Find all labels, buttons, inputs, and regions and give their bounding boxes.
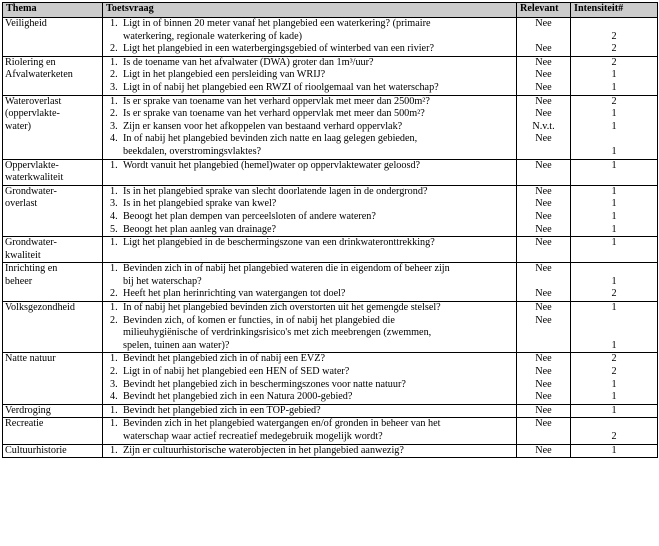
header-toetsvraag: Toetsvraag bbox=[103, 3, 517, 18]
question-number: 2. bbox=[110, 69, 118, 81]
relevant-value: Nee bbox=[535, 404, 552, 416]
intensiteit-value: 1 bbox=[611, 339, 617, 351]
thema-line: Grondwater- bbox=[5, 237, 57, 249]
spacer bbox=[519, 31, 568, 44]
thema-cell bbox=[3, 444, 103, 458]
relevant-value: Nee bbox=[535, 185, 552, 197]
question-text: In of nabij het plangebied bevinden zich overstorten uit het gemengde stelsel? bbox=[123, 302, 441, 314]
intensiteit-value: 1 bbox=[611, 404, 617, 416]
relevant-cell bbox=[517, 159, 571, 185]
intensiteit-cell bbox=[571, 185, 658, 236]
question-line bbox=[105, 82, 514, 95]
question-line bbox=[105, 69, 514, 82]
relevant-cell bbox=[517, 444, 571, 458]
question-text: Bevinden zich, of komen er functies, in of nabij het plangebied die bbox=[123, 314, 395, 326]
question-text: Ligt in of nabij het plangebied een RWZI of rioolgemaal van het waterschap? bbox=[123, 81, 439, 93]
intensiteit-value: 2 bbox=[611, 30, 617, 42]
table-row bbox=[3, 159, 658, 185]
question-cell bbox=[103, 95, 517, 159]
question-text: Is in het plangebied sprake van kwel? bbox=[123, 198, 277, 210]
question-text: Ligt het plangebied in de beschermingszone van een drinkwateronttrekking? bbox=[123, 237, 435, 249]
question-text: In of nabij het plangebied bevinden zich natte en laag gelegen gebieden, bbox=[123, 133, 418, 145]
thema-cell bbox=[3, 185, 103, 236]
question-line bbox=[105, 302, 514, 315]
thema-cell bbox=[3, 404, 103, 418]
intensiteit-cell bbox=[571, 263, 658, 302]
relevant-value: Nee bbox=[535, 444, 552, 456]
question-cell bbox=[103, 237, 517, 263]
relevant-value: Nee bbox=[535, 133, 552, 145]
thema-cell bbox=[3, 159, 103, 185]
table-row bbox=[3, 237, 658, 263]
thema-cell bbox=[3, 353, 103, 404]
question-line: waterkering, regionale waterkering of kade) bbox=[123, 30, 303, 42]
thema-cell bbox=[3, 418, 103, 444]
intensiteit-value: 1 bbox=[611, 108, 617, 120]
question-number: 2. bbox=[110, 288, 118, 300]
question-text: Is er sprake van toename van het verhard oppervlak met meer dan 500m²? bbox=[123, 108, 425, 120]
relevant-value: Nee bbox=[535, 378, 552, 390]
table-row bbox=[3, 185, 658, 236]
intensiteit-cell bbox=[571, 56, 658, 95]
question-line bbox=[105, 108, 514, 121]
relevant-value: Nee bbox=[535, 81, 552, 93]
thema-line: Grondwater- bbox=[5, 185, 57, 197]
spacer bbox=[573, 418, 655, 431]
table-row bbox=[3, 263, 658, 302]
relevant-value: Nee bbox=[535, 159, 552, 171]
thema-line: Recreatie bbox=[5, 418, 44, 430]
thema-cell bbox=[3, 18, 103, 57]
thema-cell bbox=[3, 56, 103, 95]
relevant-value: Nee bbox=[535, 210, 552, 222]
question-line: beekdalen, overstromingsvlaktes? bbox=[123, 145, 262, 157]
question-line bbox=[105, 379, 514, 392]
relevant-value: Nee bbox=[535, 263, 552, 275]
intensiteit-value: 2 bbox=[611, 95, 617, 107]
spacer bbox=[519, 327, 568, 340]
question-line bbox=[105, 237, 514, 250]
question-line bbox=[105, 198, 514, 211]
table-row bbox=[3, 418, 658, 444]
question-line bbox=[105, 121, 514, 134]
relevant-value: Nee bbox=[535, 366, 552, 378]
relevant-value: Nee bbox=[535, 69, 552, 81]
question-number: 5. bbox=[110, 223, 118, 235]
question-cell bbox=[103, 185, 517, 236]
relevant-cell bbox=[517, 302, 571, 353]
question-cell bbox=[103, 418, 517, 444]
question-text: Heeft het plan herinrichting van watergangen tot doel? bbox=[123, 288, 346, 300]
question-text: Ligt in het plangebied een persleiding van WRIJ? bbox=[123, 69, 326, 81]
intensiteit-value: 1 bbox=[611, 198, 617, 210]
relevant-value: Nee bbox=[535, 288, 552, 300]
question-line: milieuhygiënische of verdrinkingsrisico's met zich meebrengen (zwemmen, bbox=[123, 327, 432, 339]
thema-line: Verdroging bbox=[5, 404, 51, 416]
thema-line: overlast bbox=[5, 198, 38, 210]
question-text: Beoogt het plan dempen van perceelsloten of andere wateren? bbox=[123, 210, 376, 222]
question-number: 3. bbox=[110, 198, 118, 210]
question-line bbox=[105, 224, 514, 237]
question-cell bbox=[103, 444, 517, 458]
question-number: 3. bbox=[110, 120, 118, 132]
relevant-value: Nee bbox=[535, 18, 552, 29]
question-text: Is er sprake van toename van het verhard oppervlak met meer dan 2500m²? bbox=[123, 95, 430, 107]
question-line bbox=[105, 211, 514, 224]
question-number: 2. bbox=[110, 43, 118, 55]
relevant-value: Nee bbox=[535, 56, 552, 68]
relevant-value: Nee bbox=[535, 95, 552, 107]
question-cell bbox=[103, 56, 517, 95]
thema-line: Volksgezondheid bbox=[5, 302, 75, 314]
question-text: Bevindt het plangebied zich in of nabij een EVZ? bbox=[123, 353, 325, 365]
relevant-value: Nee bbox=[535, 43, 552, 55]
table-row bbox=[3, 302, 658, 353]
relevant-value: Nee bbox=[535, 418, 552, 430]
question-line bbox=[105, 445, 514, 458]
spacer bbox=[519, 431, 568, 444]
thema-line: water) bbox=[5, 120, 32, 132]
question-number: 1. bbox=[110, 263, 118, 275]
question-cell bbox=[103, 404, 517, 418]
relevant-value: Nee bbox=[535, 223, 552, 235]
relevant-cell bbox=[517, 185, 571, 236]
relevant-value: Nee bbox=[535, 353, 552, 365]
relevant-cell bbox=[517, 56, 571, 95]
question-line bbox=[105, 405, 514, 418]
question-text: Bevindt het plangebied zich in een Natura 2000-gebied? bbox=[123, 391, 353, 403]
intensiteit-value: 1 bbox=[611, 145, 617, 157]
question-cell bbox=[103, 302, 517, 353]
question-cell bbox=[103, 159, 517, 185]
thema-line: waterkwaliteit bbox=[5, 172, 64, 184]
question-text: Is de toename van het afvalwater (DWA) groter dan 1m³/uur? bbox=[123, 56, 374, 68]
question-number: 2. bbox=[110, 366, 118, 378]
thema-line: Cultuurhistorie bbox=[5, 444, 67, 456]
thema-line: Riolering en bbox=[5, 56, 56, 68]
table-row bbox=[3, 353, 658, 404]
relevant-cell bbox=[517, 95, 571, 159]
question-text: Ligt in of binnen 20 meter vanaf het plangebied een waterkering? (primaire bbox=[123, 18, 431, 29]
question-line bbox=[105, 418, 514, 431]
question-number: 1. bbox=[110, 185, 118, 197]
intensiteit-value: 2 bbox=[611, 353, 617, 365]
header-row bbox=[3, 3, 658, 18]
spacer bbox=[573, 315, 655, 328]
spacer bbox=[573, 263, 655, 276]
question-line bbox=[105, 263, 514, 276]
question-text: Beoogt het plan aanleg van drainage? bbox=[123, 223, 277, 235]
question-text: Bevinden zich in het plangebied watergangen en/of gronden in beheer van het bbox=[123, 418, 441, 430]
question-text: Is in het plangebied sprake van slecht doorlatende lagen in de ondergrond? bbox=[123, 185, 428, 197]
question-line bbox=[105, 288, 514, 301]
question-cell bbox=[103, 18, 517, 57]
intensiteit-value: 1 bbox=[611, 391, 617, 403]
question-line: bij het waterschap? bbox=[123, 275, 202, 287]
question-cell bbox=[103, 263, 517, 302]
thema-line: Inrichting en bbox=[5, 263, 58, 275]
intensiteit-value: 1 bbox=[611, 302, 617, 314]
intensiteit-value: 1 bbox=[611, 210, 617, 222]
question-text: Wordt vanuit het plangebied (hemel)water op oppervlaktewater geloosd? bbox=[123, 159, 421, 171]
intensiteit-value: 2 bbox=[611, 56, 617, 68]
question-text: Ligt in of nabij het plangebied een HEN of SED water? bbox=[123, 366, 350, 378]
question-line bbox=[105, 43, 514, 56]
relevant-cell bbox=[517, 404, 571, 418]
question-line bbox=[105, 57, 514, 70]
intensiteit-value: 1 bbox=[611, 81, 617, 93]
thema-line: kwaliteit bbox=[5, 249, 41, 261]
question-number: 1. bbox=[110, 95, 118, 107]
question-text: Ligt het plangebied in een waterbergingsgebied of winterbed van een rivier? bbox=[123, 43, 434, 55]
question-line bbox=[105, 96, 514, 109]
relevant-value: Nee bbox=[535, 198, 552, 210]
thema-cell bbox=[3, 302, 103, 353]
question-text: Zijn er kansen voor het afkoppelen van bestaand verhard oppervlak? bbox=[123, 120, 403, 132]
intensiteit-value: 1 bbox=[611, 444, 617, 456]
question-text: Bevinden zich in of nabij het plangebied wateren die in eigendom of beheer zijn bbox=[123, 263, 450, 275]
question-number: 3. bbox=[110, 81, 118, 93]
question-text: Bevindt het plangebied zich in een TOP-gebied? bbox=[123, 404, 321, 416]
intensiteit-cell bbox=[571, 418, 658, 444]
thema-line: Natte natuur bbox=[5, 353, 56, 365]
intensiteit-value: 1 bbox=[611, 159, 617, 171]
intensiteit-value: 2 bbox=[611, 366, 617, 378]
toetsvragen-table bbox=[2, 2, 658, 458]
relevant-cell bbox=[517, 237, 571, 263]
question-line bbox=[105, 133, 514, 146]
question-line: spelen, tuinen aan water)? bbox=[123, 339, 230, 351]
question-number: 1. bbox=[110, 444, 118, 456]
intensiteit-value: 1 bbox=[611, 223, 617, 235]
thema-line: Veiligheid bbox=[5, 18, 47, 29]
intensiteit-value: 2 bbox=[611, 288, 617, 300]
intensiteit-cell bbox=[571, 237, 658, 263]
header-intensiteit: Intensiteit# bbox=[571, 3, 658, 18]
relevant-value: Nee bbox=[535, 314, 552, 326]
question-number: 1. bbox=[110, 302, 118, 314]
intensiteit-cell bbox=[571, 404, 658, 418]
spacer bbox=[573, 18, 655, 31]
intensiteit-cell bbox=[571, 353, 658, 404]
question-line bbox=[105, 315, 514, 328]
question-number: 1. bbox=[110, 404, 118, 416]
question-number: 4. bbox=[110, 210, 118, 222]
question-text: Zijn er cultuurhistorische waterobjecten in het plangebied aanwezig? bbox=[123, 444, 404, 456]
relevant-value: Nee bbox=[535, 108, 552, 120]
question-number: 3. bbox=[110, 378, 118, 390]
spacer bbox=[573, 327, 655, 340]
table-body bbox=[3, 18, 658, 458]
relevant-value: N.v.t. bbox=[532, 120, 555, 132]
relevant-cell bbox=[517, 18, 571, 57]
question-line bbox=[105, 391, 514, 404]
thema-line: Oppervlakte- bbox=[5, 159, 59, 171]
relevant-cell bbox=[517, 263, 571, 302]
intensiteit-cell bbox=[571, 95, 658, 159]
intensiteit-value: 1 bbox=[611, 69, 617, 81]
intensiteit-value: 1 bbox=[611, 275, 617, 287]
question-number: 1. bbox=[110, 56, 118, 68]
relevant-value: Nee bbox=[535, 391, 552, 403]
question-number: 4. bbox=[110, 133, 118, 145]
question-cell bbox=[103, 353, 517, 404]
question-line bbox=[105, 353, 514, 366]
question-text: Bevindt het plangebied zich in beschermingszones voor natte natuur? bbox=[123, 378, 406, 390]
relevant-value: Nee bbox=[535, 237, 552, 249]
question-number: 1. bbox=[110, 418, 118, 430]
intensiteit-value: 1 bbox=[611, 120, 617, 132]
intensiteit-value: 1 bbox=[611, 185, 617, 197]
thema-cell bbox=[3, 237, 103, 263]
intensiteit-cell bbox=[571, 159, 658, 185]
intensiteit-cell bbox=[571, 18, 658, 57]
table-row bbox=[3, 404, 658, 418]
question-number: 1. bbox=[110, 353, 118, 365]
table-row bbox=[3, 444, 658, 458]
intensiteit-value: 1 bbox=[611, 237, 617, 249]
table-row bbox=[3, 18, 658, 57]
thema-line: Afvalwaterketen bbox=[5, 69, 73, 81]
question-line bbox=[105, 160, 514, 173]
thema-cell bbox=[3, 95, 103, 159]
spacer bbox=[519, 276, 568, 289]
table-row bbox=[3, 56, 658, 95]
intensiteit-value: 1 bbox=[611, 378, 617, 390]
question-number: 1. bbox=[110, 18, 118, 29]
spacer bbox=[573, 133, 655, 146]
thema-line: Wateroverlast bbox=[5, 95, 62, 107]
table-row bbox=[3, 95, 658, 159]
intensiteit-value: 2 bbox=[611, 43, 617, 55]
question-number: 1. bbox=[110, 159, 118, 171]
question-line bbox=[105, 186, 514, 199]
relevant-value: Nee bbox=[535, 302, 552, 314]
question-line bbox=[105, 18, 514, 31]
thema-line: beheer bbox=[5, 275, 33, 287]
question-line bbox=[105, 366, 514, 379]
intensiteit-value: 2 bbox=[611, 431, 617, 442]
relevant-cell bbox=[517, 418, 571, 444]
question-number: 1. bbox=[110, 237, 118, 249]
header-relevant: Relevant bbox=[517, 3, 571, 18]
question-number: 2. bbox=[110, 314, 118, 326]
question-number: 2. bbox=[110, 108, 118, 120]
spacer bbox=[519, 146, 568, 159]
relevant-cell bbox=[517, 353, 571, 404]
spacer bbox=[519, 340, 568, 353]
intensiteit-cell bbox=[571, 444, 658, 458]
question-line: waterschap waar actief recreatief medegebruik mogelijk wordt? bbox=[123, 431, 383, 442]
thema-line: (oppervlakte- bbox=[5, 108, 60, 120]
thema-cell bbox=[3, 263, 103, 302]
question-number: 4. bbox=[110, 391, 118, 403]
header-thema: Thema bbox=[3, 3, 103, 18]
intensiteit-cell bbox=[571, 302, 658, 353]
